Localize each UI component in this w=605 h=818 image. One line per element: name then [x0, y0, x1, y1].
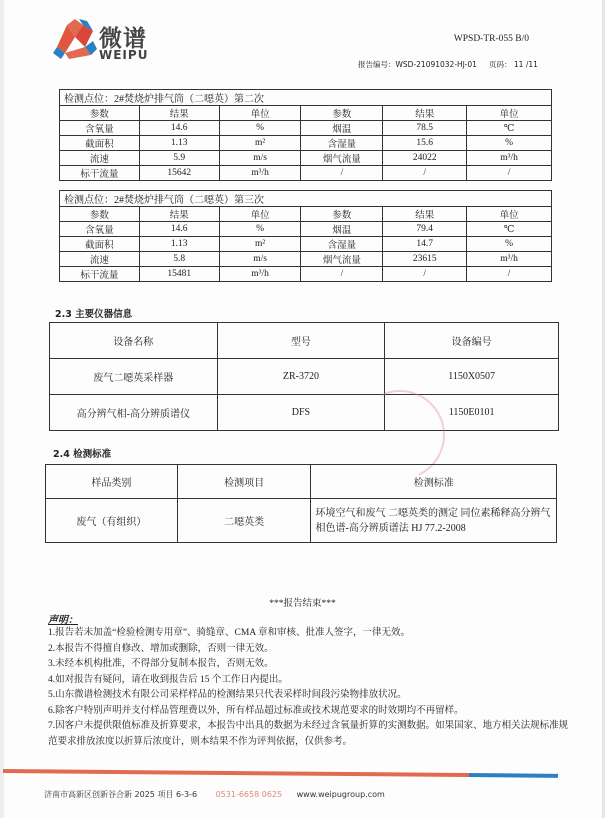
table-cell: 流速	[60, 252, 140, 267]
table-row	[60, 252, 552, 267]
table-cell: /	[301, 267, 383, 282]
section-title-standards: 2.4 检测标准	[53, 449, 112, 460]
table-cell: 环境空气和废气 二噁英类的测定 同位素稀释高分辨气相色谱-高分辨质谱法 HJ 77.2-2008	[311, 499, 557, 543]
header-cell: 设备编号	[385, 323, 559, 359]
table-cell: 标干流量	[60, 166, 140, 181]
logo-english-name: WEIPU	[99, 48, 149, 62]
header-cell: 单位	[467, 207, 552, 222]
declaration-item: 1.报告若未加盖“检验检测专用章”、骑缝章、CMA 章和审核、批准人签字，一律无效。	[48, 628, 411, 638]
table-row	[50, 395, 559, 431]
table-cell: 烟气流量	[301, 151, 383, 166]
table-cell: 1150X0507	[385, 359, 559, 395]
header-cell: 检测标准	[311, 465, 557, 499]
table-cell: m³/h	[219, 166, 301, 181]
table-row	[60, 121, 552, 136]
table-cell: 含湿量	[301, 237, 383, 252]
table-row	[60, 237, 552, 252]
header-cell: 结果	[139, 106, 219, 121]
table-cell: 15642	[139, 166, 219, 181]
table-cell: 烟温	[301, 121, 383, 136]
table-cell: m/s	[219, 252, 301, 267]
table-header-row	[46, 465, 557, 499]
table-cell: 78.5	[383, 121, 467, 136]
declaration-item: 7.因客户未提供限值标准及折算要求，本报告中出具的数据为未经过含氧量折算的实测数据。如果国家、地方相关法规标准规范要求排放浓度以折算后浓度计，则本结果不作为评判依据，仅供参考。	[48, 721, 569, 747]
declaration-item: 2.本报告不得擅自修改、增加或删除，否则一律无效。	[48, 643, 274, 654]
table-row	[50, 359, 559, 395]
footer-divider	[3, 769, 558, 778]
table-cell: m/s	[219, 151, 301, 166]
table-row	[60, 222, 552, 237]
table-cell: /	[467, 267, 552, 282]
measurement-point-title: 检测点位：2#焚烧炉排气筒（二噁英）第二次	[60, 90, 552, 106]
header-cell: 样品类别	[46, 465, 178, 499]
declaration-list	[48, 626, 573, 750]
header-cell: 结果	[383, 207, 467, 222]
page-number-label: 页码：	[489, 60, 512, 69]
report-number-value: WSD-21091032-HJ-01	[395, 60, 477, 69]
table-cell: /	[383, 267, 467, 282]
table-cell: 高分辨气相-高分辨质谱仪	[50, 395, 218, 431]
document-code: WPSD-TR-055 B/0	[453, 34, 529, 44]
measurement-table-second	[59, 89, 552, 181]
table-header-row	[60, 106, 552, 121]
table-cell: m³/h	[467, 151, 552, 166]
table-cell: 23615	[383, 252, 467, 267]
table-cell: %	[219, 222, 301, 237]
footer-phone: 0531-6658 0625	[215, 790, 283, 799]
table-cell: 5.8	[139, 252, 219, 267]
header-cell: 参数	[60, 106, 140, 121]
table-header-row	[60, 207, 552, 222]
header-cell: 单位	[467, 106, 552, 121]
table-cell: ℃	[467, 121, 552, 136]
report-end-marker: ***报告结束***	[269, 599, 336, 609]
declaration-item: 5.山东微谱检测技术有限公司采样样品的检测结果只代表采样时间段污染物排放状况。	[48, 690, 407, 700]
table-cell: 废气（有组织）	[46, 499, 178, 543]
table-cell: %	[219, 121, 301, 136]
table-cell: 79.4	[383, 222, 467, 237]
table-cell: 14.6	[139, 222, 219, 237]
header-cell: 参数	[301, 207, 383, 222]
table-cell: m³/h	[467, 252, 552, 267]
header-cell: 参数	[60, 207, 140, 222]
header-cell: 结果	[383, 106, 467, 121]
header-cell: 单位	[219, 207, 301, 222]
table-cell: /	[383, 166, 467, 181]
table-cell: 1.13	[139, 237, 219, 252]
table-row	[46, 499, 557, 543]
report-number-label: 报告编号：	[358, 60, 396, 69]
page-number-value: 11 /11	[513, 60, 538, 69]
header-cell: 参数	[301, 106, 383, 121]
table-cell: DFS	[217, 395, 385, 431]
table-cell: 截面积	[60, 136, 140, 151]
declaration-title: 声明：	[48, 615, 78, 626]
report-number	[358, 59, 477, 70]
table-cell: %	[467, 237, 552, 252]
logo-mark-icon	[53, 17, 97, 61]
table-row	[60, 267, 552, 282]
header-cell: 检测项目	[177, 465, 311, 499]
table-cell: m³/h	[219, 267, 301, 282]
table-cell: 24022	[383, 151, 467, 166]
table-cell: %	[467, 136, 552, 151]
table-cell: 14.6	[139, 121, 219, 136]
table-cell: 1.13	[139, 136, 219, 151]
header-cell: 型号	[217, 323, 385, 359]
table-cell: 烟气流量	[301, 252, 383, 267]
table-cell: m²	[219, 136, 301, 151]
table-cell: ℃	[467, 222, 552, 237]
table-row	[60, 166, 552, 181]
measurement-point-title: 检测点位：2#焚烧炉排气筒（二噁英）第三次	[60, 191, 552, 207]
page-number	[489, 59, 538, 70]
standards-table	[45, 464, 557, 543]
header-cell: 设备名称	[50, 323, 218, 359]
footer-website: www.weipugroup.com	[296, 790, 385, 799]
table-cell: 5.9	[139, 151, 219, 166]
header-cell: 结果	[139, 207, 219, 222]
table-cell: 标干流量	[60, 267, 140, 282]
instruments-table	[49, 322, 559, 431]
table-header-row	[50, 323, 559, 359]
table-cell: 含氧量	[60, 222, 140, 237]
table-cell: 截面积	[60, 237, 140, 252]
table-cell: 1150E0101	[385, 395, 559, 431]
measurement-table-third	[59, 190, 552, 282]
table-cell: 含氧量	[60, 121, 140, 136]
table-cell: ZR-3720	[217, 359, 385, 395]
footer	[44, 789, 385, 800]
table-cell: 流速	[60, 151, 140, 166]
table-cell: 二噁英类	[177, 499, 311, 543]
footer-address: 济南市高新区创新谷合新 2025 项目 6-3-6	[44, 790, 198, 799]
table-cell: 14.7	[383, 237, 467, 252]
table-cell: 15.6	[383, 136, 467, 151]
table-cell: /	[301, 166, 383, 181]
section-title-instruments: 2.3 主要仪器信息	[55, 309, 133, 320]
header-cell: 单位	[219, 106, 301, 121]
logo-chinese-name: 微谱	[99, 26, 147, 52]
table-cell: m²	[219, 237, 301, 252]
company-logo	[53, 17, 173, 63]
declaration-item: 4.如对报告有疑问，请在收到报告后 15 个工作日内提出。	[48, 674, 288, 685]
table-cell: 含湿量	[301, 136, 383, 151]
table-cell: 烟温	[301, 222, 383, 237]
table-cell: 废气二噁英采样器	[50, 359, 218, 395]
table-cell: /	[467, 166, 552, 181]
table-row	[60, 151, 552, 166]
page-edge-shadow	[0, 0, 4, 818]
declaration-item: 6.除客户特别声明并支付样品管理费以外，所有样品超过标准或技术规范要求的时效期均不再留样。	[48, 705, 464, 716]
table-row	[60, 136, 552, 151]
declaration-item: 3.未经本机构批准，不得部分复制本报告，否则无效。	[48, 659, 274, 669]
table-cell: 15481	[139, 267, 219, 282]
